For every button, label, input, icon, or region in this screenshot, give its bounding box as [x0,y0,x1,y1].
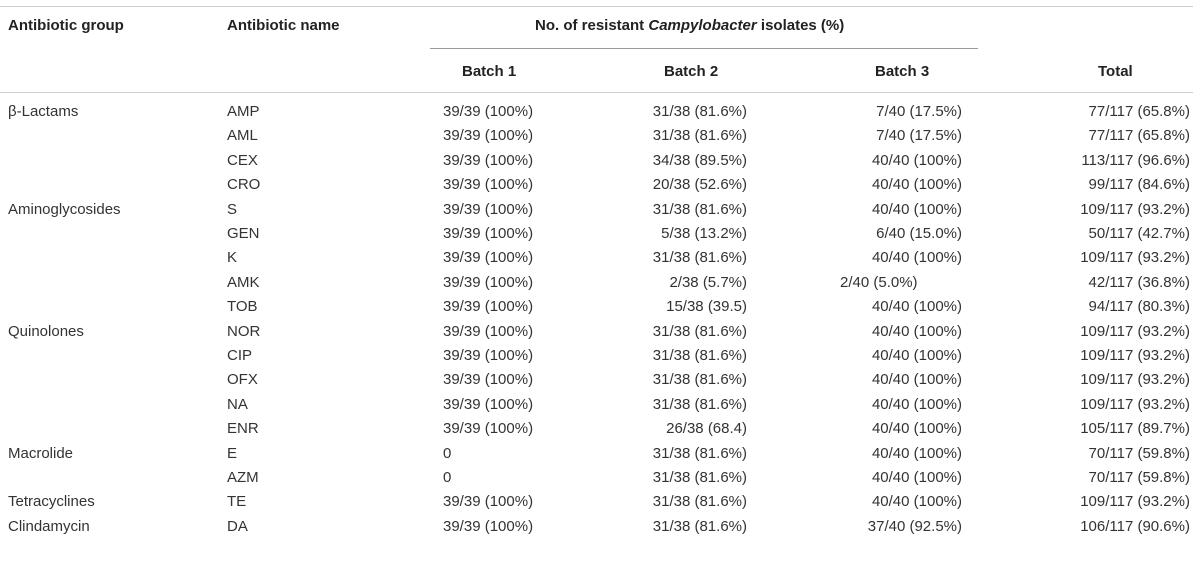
cell-total: 42/117 (36.8%) [1088,273,1190,291]
cell-batch-1: 39/39 (100%) [443,298,534,316]
cell-batch-1: 39/39 (100%) [443,420,534,438]
cell-batch-2: 20/38 (52.6%) [652,176,747,194]
cell-batch-3: 40/40 (100%) [871,420,962,438]
cell-batch-3: 40/40 (100%) [871,347,962,364]
table-row [0,344,1200,368]
cell-total: 109/117 (93.2%) [1080,347,1190,364]
cell-batch-1: 39/39 (100%) [443,517,534,535]
cell-batch-2: 31/38 (81.6%) [652,347,747,364]
header-span-suffix: isolates (%) [756,17,845,34]
cell-batch-1: 39/39 (100%) [443,151,534,169]
cell-batch-2: 31/38 (81.6%) [652,249,747,267]
cell-batch-3: 2/40 (5.0%) [840,273,918,291]
cell-batch-1: 39/39 (100%) [443,371,534,389]
cell-batch-3: 40/40 (100%) [871,298,962,316]
cell-antibiotic-group: Tetracyclines [8,493,95,511]
header-antibiotic-group: Antibiotic group [8,17,124,34]
table-row [0,320,1200,344]
cell-total: 109/117 (93.2%) [1080,371,1190,389]
top-rule [0,6,1193,7]
cell-total: 50/117 (42.7%) [1088,225,1190,242]
table-row [0,222,1200,246]
table-row [0,124,1200,148]
cell-batch-2: 31/38 (81.6%) [652,371,747,389]
header-batch-2: Batch 2 [664,63,719,80]
cell-batch-1: 39/39 (100%) [443,395,534,413]
table-row [0,417,1200,441]
cell-batch-2: 31/38 (81.6%) [652,395,747,413]
header-total: Total [1098,63,1133,80]
cell-batch-2: 15/38 (39.5) [666,298,747,316]
cell-batch-2: 5/38 (13.2%) [661,225,747,242]
table-row [0,393,1200,417]
cell-total: 106/117 (90.6%) [1080,517,1190,535]
cell-antibiotic-name: TOB [227,298,258,316]
table-row [0,368,1200,392]
cell-batch-3: 40/40 (100%) [871,371,962,389]
cell-batch-3: 40/40 (100%) [871,444,962,462]
table-row [0,198,1200,222]
cell-batch-3: 40/40 (100%) [871,322,962,340]
cell-total: 109/117 (93.2%) [1080,493,1190,511]
table-row [0,442,1200,466]
cell-batch-3: 40/40 (100%) [871,395,962,413]
table-row [0,515,1200,539]
header-batch-1: Batch 1 [462,63,517,80]
cell-antibiotic-name: GEN [227,225,260,242]
table-row [0,100,1200,124]
cell-batch-1: 39/39 (100%) [443,493,534,511]
header-rule [0,92,1193,93]
spanner-rule [430,48,978,49]
cell-batch-3: 37/40 (92.5%) [867,517,962,535]
cell-antibiotic-name: K [227,249,238,267]
cell-antibiotic-name: AZM [227,469,259,486]
cell-antibiotic-name: NOR [227,322,261,340]
cell-total: 109/117 (93.2%) [1080,322,1190,340]
cell-batch-3: 40/40 (100%) [871,176,962,194]
cell-antibiotic-group: Clindamycin [8,517,90,535]
cell-batch-1: 39/39 (100%) [443,200,534,218]
cell-batch-2: 31/38 (81.6%) [652,444,747,462]
cell-antibiotic-name: TE [227,493,247,511]
header-span-italic: Campylobacter [648,17,757,34]
table-row [0,295,1200,319]
table-row [0,246,1200,270]
cell-batch-3: 40/40 (100%) [871,493,962,511]
cell-total: 70/117 (59.8%) [1088,444,1190,462]
cell-batch-3: 7/40 (17.5%) [876,103,962,120]
cell-total: 94/117 (80.3%) [1088,298,1190,316]
header-resistant-isolates [535,17,844,34]
cell-antibiotic-group: Aminoglycosides [8,200,121,218]
cell-batch-2: 31/38 (81.6%) [652,127,747,145]
cell-batch-2: 31/38 (81.6%) [652,469,747,486]
cell-antibiotic-name: AML [227,127,258,145]
table-row [0,490,1200,514]
cell-batch-1: 0 [443,444,452,462]
table-row [0,173,1200,197]
cell-batch-1: 39/39 (100%) [443,176,534,194]
cell-antibiotic-name: OFX [227,371,258,389]
cell-batch-1: 39/39 (100%) [443,249,534,267]
cell-batch-2: 31/38 (81.6%) [652,493,747,511]
cell-antibiotic-name: E [227,444,238,462]
cell-antibiotic-name: DA [227,517,248,535]
cell-batch-3: 40/40 (100%) [871,151,962,169]
cell-batch-2: 26/38 (68.4) [666,420,747,438]
cell-batch-3: 7/40 (17.5%) [876,127,962,145]
cell-batch-1: 39/39 (100%) [443,225,534,242]
cell-batch-1: 39/39 (100%) [443,347,534,364]
cell-antibiotic-name: CEX [227,151,258,169]
cell-batch-3: 40/40 (100%) [871,249,962,267]
cell-batch-3: 40/40 (100%) [871,469,962,486]
cell-antibiotic-group: Macrolide [8,444,74,462]
cell-antibiotic-group: Quinolones [8,322,84,340]
cell-total: 77/117 (65.8%) [1088,127,1190,145]
cell-antibiotic-name: AMK [227,273,260,291]
cell-antibiotic-name: AMP [227,103,260,120]
cell-antibiotic-group: β-Lactams [8,103,79,120]
cell-batch-3: 40/40 (100%) [871,200,962,218]
cell-antibiotic-name: CIP [227,347,253,364]
cell-batch-1: 39/39 (100%) [443,103,534,120]
cell-total: 70/117 (59.8%) [1088,469,1190,486]
cell-batch-2: 2/38 (5.7%) [669,273,747,291]
cell-batch-3: 6/40 (15.0%) [876,225,962,242]
header-batch-3: Batch 3 [875,63,930,80]
cell-total: 99/117 (84.6%) [1088,176,1190,194]
cell-batch-1: 39/39 (100%) [443,273,534,291]
table-row [0,149,1200,173]
cell-antibiotic-name: S [227,200,238,218]
table-row [0,466,1200,490]
cell-batch-2: 31/38 (81.6%) [652,103,747,120]
cell-batch-1: 39/39 (100%) [443,322,534,340]
cell-batch-1: 39/39 (100%) [443,127,534,145]
cell-antibiotic-name: CRO [227,176,261,194]
cell-batch-2: 31/38 (81.6%) [652,200,747,218]
cell-batch-1: 0 [443,469,452,486]
header-span-prefix: No. of resistant [535,17,649,34]
cell-total: 109/117 (93.2%) [1080,249,1190,267]
cell-total: 109/117 (93.2%) [1080,395,1190,413]
cell-total: 113/117 (96.6%) [1081,151,1190,169]
cell-batch-2: 34/38 (89.5%) [652,151,747,169]
table-row [0,271,1200,295]
header-antibiotic-name: Antibiotic name [227,17,340,34]
cell-batch-2: 31/38 (81.6%) [652,517,747,535]
cell-total: 105/117 (89.7%) [1080,420,1190,438]
cell-antibiotic-name: ENR [227,420,259,438]
cell-total: 77/117 (65.8%) [1088,103,1190,120]
cell-total: 109/117 (93.2%) [1080,200,1190,218]
cell-batch-2: 31/38 (81.6%) [652,322,747,340]
cell-antibiotic-name: NA [227,395,248,413]
